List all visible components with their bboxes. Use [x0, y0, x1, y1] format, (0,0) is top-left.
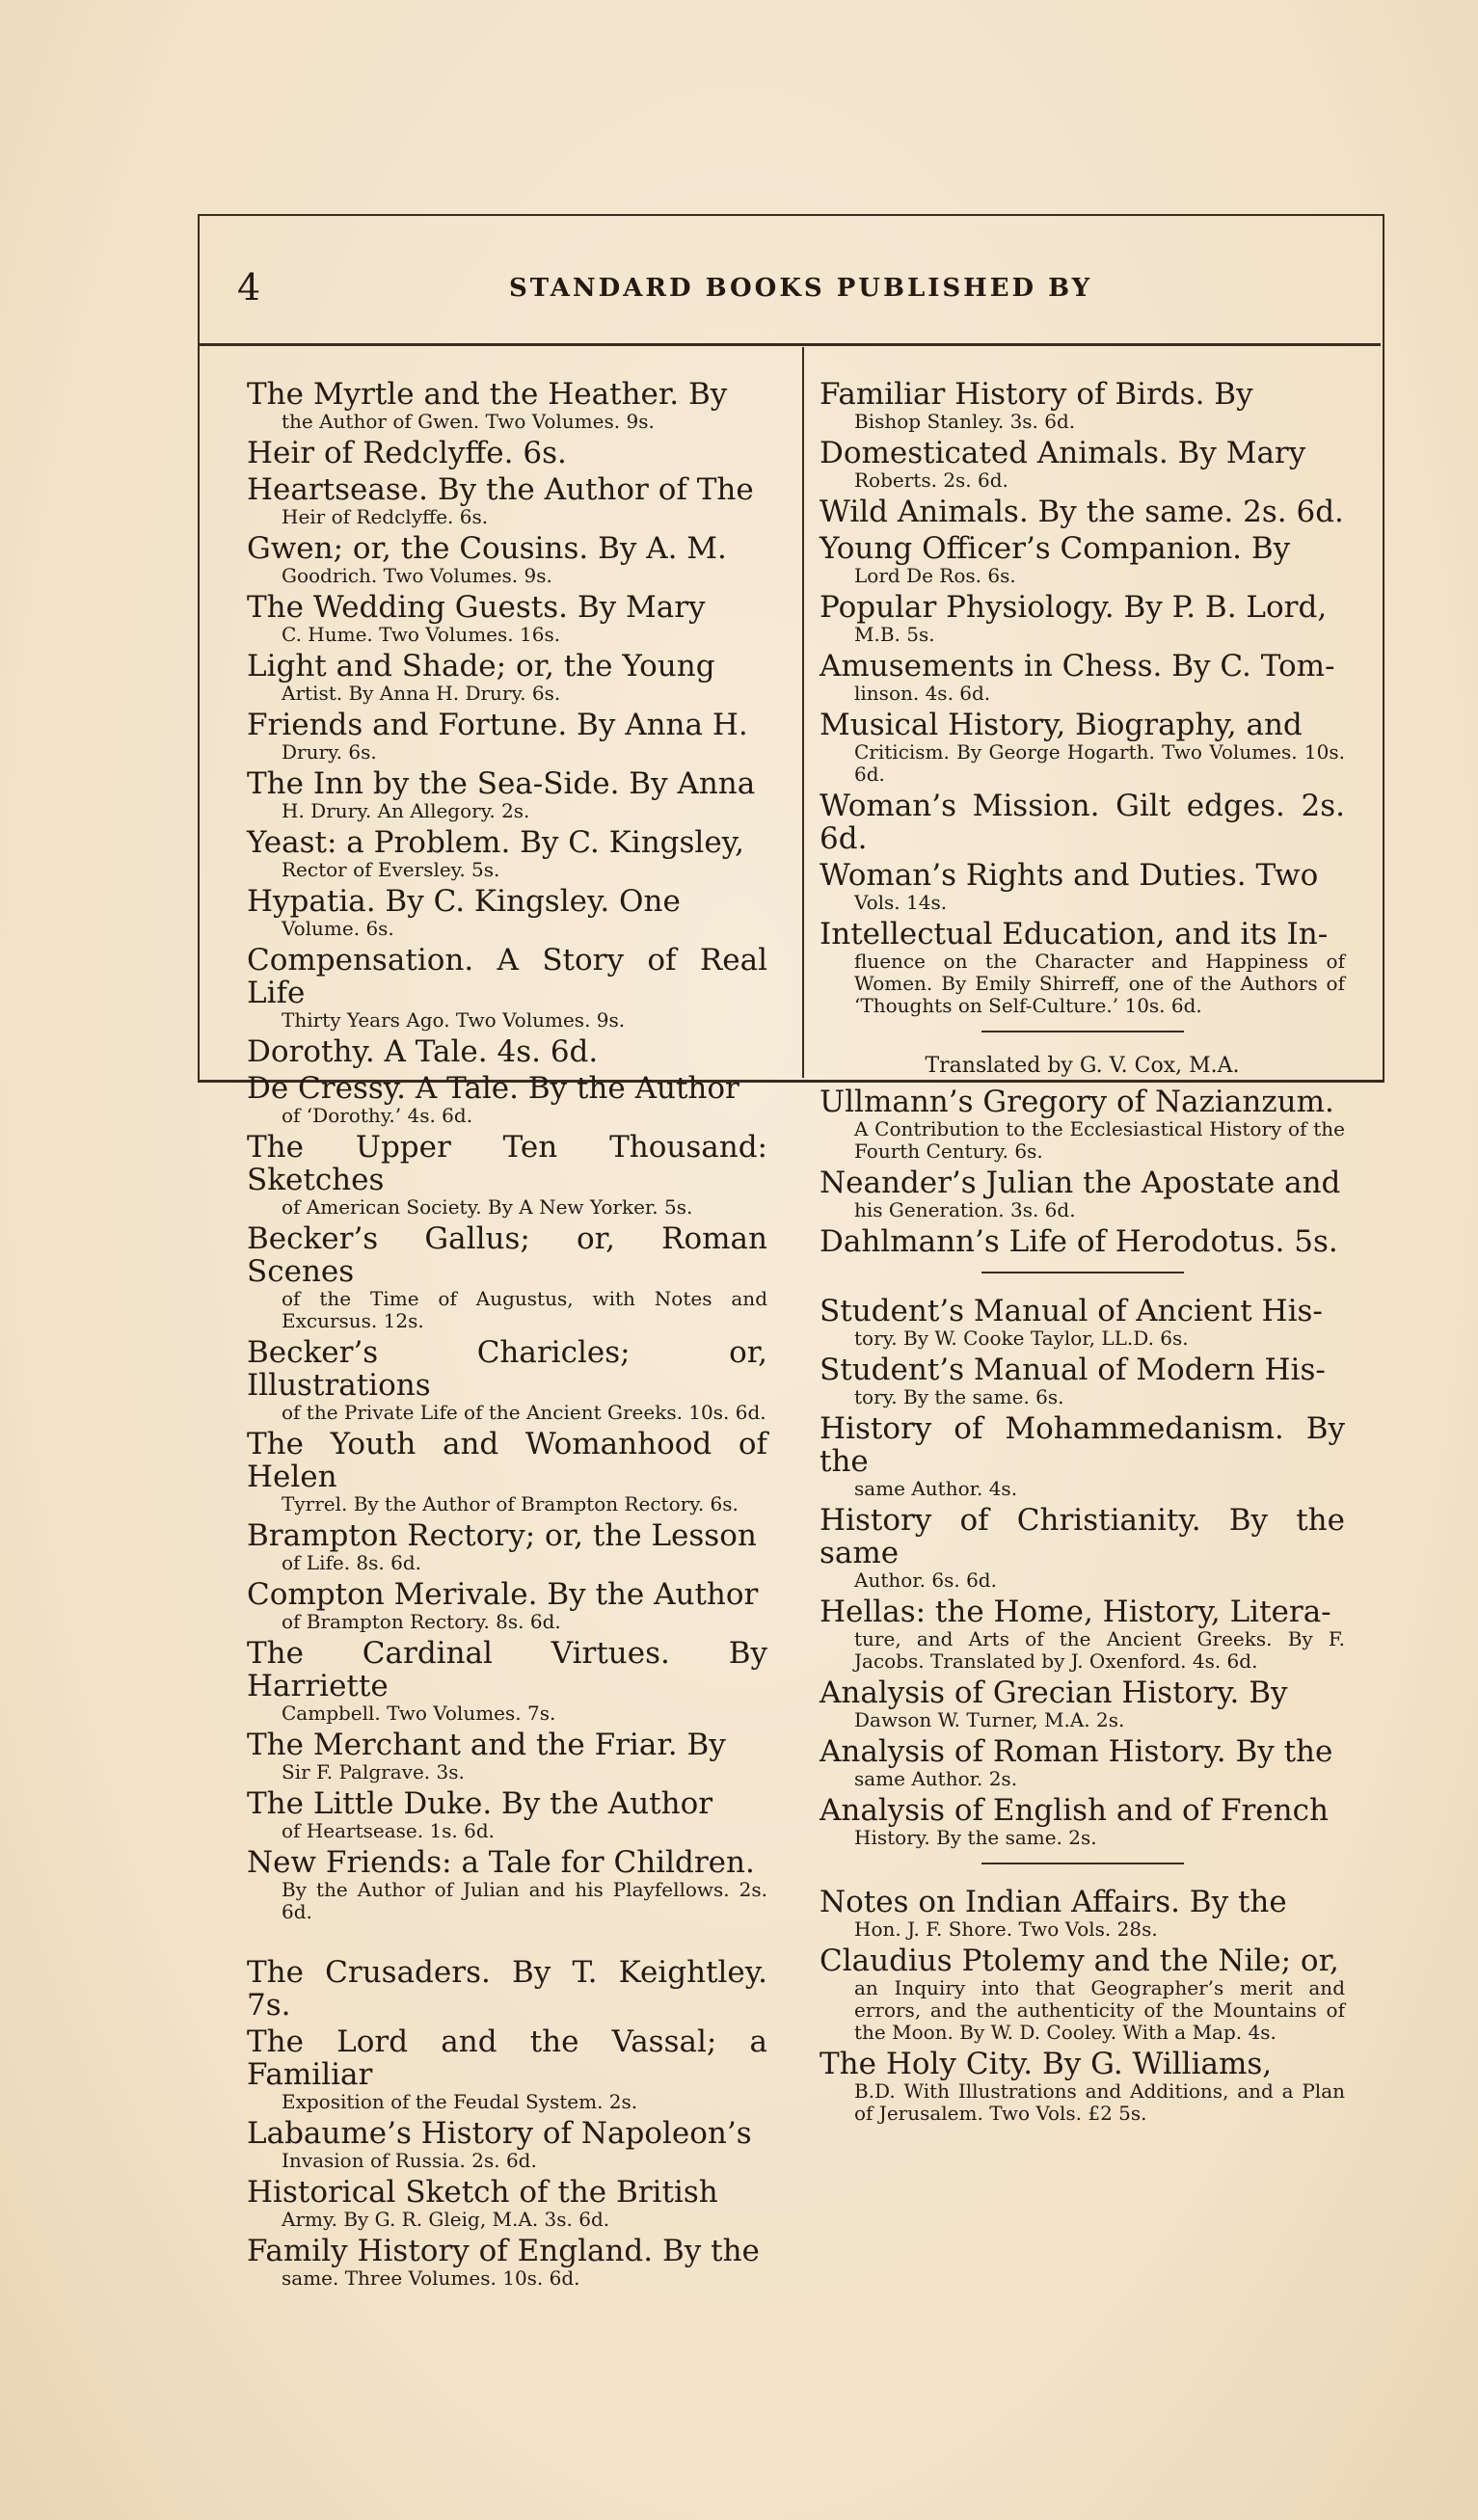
book-entry	[247, 1637, 767, 1725]
book-title: The Crusaders. By T. Keightley. 7s.	[247, 1955, 767, 2023]
book-title: Intellectual Education, and its In-	[820, 917, 1329, 952]
book-detail: Campbell. Two Volumes. 7s.	[282, 1702, 556, 1725]
book-detail: Roberts. 2s. 6d.	[854, 469, 1008, 492]
book-title: Heir of Redclyffe. 6s.	[247, 436, 567, 470]
book-entry	[820, 650, 1345, 705]
left-group-2	[247, 1956, 767, 2290]
right-column	[820, 378, 1345, 2129]
book-detail: Heir of Redclyffe. 6s.	[282, 505, 489, 528]
section-rule	[981, 1272, 1184, 1273]
right-group-2	[820, 1086, 1345, 1258]
book-detail: same. Three Volumes. 10s. 6d.	[282, 2266, 580, 2290]
book-detail: Author. 6s. 6d.	[854, 1568, 997, 1592]
book-entry	[247, 1519, 767, 1574]
book-title: Becker’s Charicles; or, Illustrations	[247, 1335, 767, 1403]
book-title: Dahlmann’s Life of Herodotus. 5s.	[820, 1224, 1338, 1259]
book-entry	[247, 1131, 767, 1219]
book-title: Dorothy. A Tale. 4s. 6d.	[247, 1034, 599, 1069]
book-detail: of Brampton Rectory. 8s. 6d.	[282, 1610, 561, 1633]
book-detail: of ‘Dorothy.’ 4s. 6d.	[282, 1104, 473, 1127]
book-title: The Little Duke. By the Author	[247, 1786, 713, 1821]
book-detail: History. By the same. 2s.	[854, 1826, 1097, 1849]
book-entry	[247, 1787, 767, 1842]
book-detail: Artist. By Anna H. Drury. 6s.	[282, 682, 561, 705]
book-detail: By the Author of Julian and his Playfellows. 2s. 6d.	[282, 1878, 767, 1923]
book-detail: Volume. 6s.	[282, 917, 394, 940]
book-entry	[820, 790, 1345, 855]
book-detail: Army. By G. R. Gleig, M.A. 3s. 6d.	[282, 2208, 610, 2231]
book-entry	[820, 1295, 1345, 1350]
book-detail: Hon. J. F. Shore. Two Vols. 28s.	[854, 1917, 1158, 1941]
book-detail: H. Drury. An Allegory. 2s.	[282, 799, 530, 822]
book-entry	[247, 1222, 767, 1332]
book-title: The Merchant and the Friar. By	[247, 1728, 726, 1762]
book-title: Hypatia. By C. Kingsley. One	[247, 884, 681, 919]
book-title: The Inn by the Sea-Side. By Anna	[247, 766, 756, 801]
book-title: The Lord and the Vassal; a Familiar	[247, 2024, 767, 2092]
book-title: Woman’s Rights and Duties. Two	[820, 858, 1319, 893]
book-detail: of Heartsease. 1s. 6d.	[282, 1819, 496, 1842]
book-detail: of the Private Life of the Ancient Greeks. 10s. 6d.	[282, 1401, 766, 1424]
book-detail: Exposition of the Feudal System. 2s.	[282, 2090, 638, 2113]
book-title: Historical Sketch of the British	[247, 2175, 718, 2210]
book-entry	[247, 2117, 767, 2172]
book-entry	[820, 859, 1345, 914]
book-detail: Lord De Ros. 6s.	[854, 564, 1016, 587]
book-entry	[247, 709, 767, 764]
book-entry	[247, 1428, 767, 1515]
book-entry	[247, 826, 767, 881]
book-entry	[820, 591, 1345, 646]
book-entry	[820, 1412, 1345, 1500]
book-title: New Friends: a Tale for Children.	[247, 1845, 755, 1880]
book-title: Hellas: the Home, History, Litera-	[820, 1595, 1331, 1629]
book-title: Musical History, Biography, and	[820, 708, 1303, 742]
book-title: Friends and Fortune. By Anna H.	[247, 708, 748, 742]
book-detail: A Contribution to the Ecclesiastical History of the Fourth Century. 6s.	[854, 1117, 1345, 1163]
book-detail: Vols. 14s.	[854, 891, 948, 914]
book-title: Light and Shade; or, the Young	[247, 649, 715, 684]
book-detail: ture, and Arts of the Ancient Greeks. By F. Jacobs. Translated by J. Oxenford. 4s. 6d.	[854, 1627, 1345, 1673]
book-entry	[820, 378, 1345, 433]
section-rule	[981, 1863, 1184, 1864]
book-detail: fluence on the Character and Happiness of Women. By Emily Shirreff, one of the Authors of ‘Thoughts on Self-Culture.’ 10s. 6d.	[854, 950, 1345, 1017]
book-title: The Holy City. By G. Williams,	[820, 2047, 1273, 2081]
book-detail: Dawson W. Turner, M.A. 2s.	[854, 1708, 1125, 1731]
header-rule	[198, 343, 1381, 346]
left-column	[247, 378, 767, 2293]
book-entry	[820, 1676, 1345, 1731]
book-title: Student’s Manual of Ancient His-	[820, 1294, 1323, 1328]
book-entry	[820, 1354, 1345, 1408]
book-title: Analysis of English and of French	[820, 1793, 1329, 1828]
book-detail: Criticism. By George Hogarth. Two Volumes. 10s. 6d.	[854, 740, 1345, 786]
running-head: STANDARD BOOKS PUBLISHED BY	[509, 274, 1093, 303]
book-entry	[247, 1578, 767, 1633]
book-title: Young Officer’s Companion. By	[820, 531, 1291, 566]
book-entry	[247, 650, 767, 705]
book-entry	[247, 1729, 767, 1783]
book-entry	[247, 532, 767, 587]
book-entry	[820, 709, 1345, 786]
book-title: Labaume’s History of Napoleon’s	[247, 2116, 752, 2151]
book-entry	[247, 473, 767, 528]
book-entry	[820, 1225, 1345, 1258]
book-title: Analysis of Grecian History. By	[820, 1676, 1288, 1710]
book-detail: tory. By W. Cooke Taylor, LL.D. 6s.	[854, 1327, 1189, 1350]
book-entry	[247, 767, 767, 822]
book-detail: M.B. 5s.	[854, 623, 935, 646]
book-title: Popular Physiology. By P. B. Lord,	[820, 590, 1328, 625]
page-number: 4	[237, 266, 261, 308]
book-title: Familiar History of Birds. By	[820, 377, 1253, 412]
book-detail: tory. By the same. 6s.	[854, 1385, 1064, 1408]
book-detail: linson. 4s. 6d.	[854, 682, 991, 705]
right-group-3	[820, 1295, 1345, 1849]
book-detail: B.D. With Illustrations and Additions, and a Plan of Jerusalem. Two Vols. £2 5s.	[854, 2079, 1345, 2125]
book-entry	[247, 944, 767, 1032]
book-entry	[247, 2235, 767, 2290]
book-entry	[820, 2048, 1345, 2125]
book-title: Amusements in Chess. By C. Tom-	[820, 649, 1335, 684]
book-entry	[820, 1735, 1345, 1790]
book-entry	[247, 591, 767, 646]
book-title: Compton Merivale. By the Author	[247, 1577, 759, 1612]
book-entry	[820, 1166, 1345, 1221]
section-break	[247, 1927, 767, 1956]
left-group-1	[247, 378, 767, 1923]
section-rule	[981, 1031, 1184, 1032]
translator-note: Translated by G. V. Cox, M.A.	[925, 1054, 1240, 1078]
book-entry	[820, 496, 1345, 528]
book-title: The Cardinal Virtues. By Harriette	[247, 1636, 767, 1703]
book-detail: Drury. 6s.	[282, 740, 377, 764]
book-entry	[247, 1035, 767, 1068]
book-title: De Cressy. A Tale. By the Author	[247, 1071, 739, 1106]
book-detail: his Generation. 3s. 6d.	[854, 1198, 1076, 1221]
book-entry	[820, 918, 1345, 1017]
book-entry	[247, 885, 767, 940]
book-title: Neander’s Julian the Apostate and	[820, 1166, 1341, 1200]
book-entry	[247, 378, 767, 433]
book-title: Notes on Indian Affairs. By the	[820, 1885, 1287, 1919]
column-divider	[802, 347, 804, 1078]
book-detail: Tyrrel. By the Author of Brampton Rectory. 6s.	[282, 1492, 739, 1515]
right-group-4	[820, 1886, 1345, 2125]
book-detail: of the Time of Augustus, with Notes and Excursus. 12s.	[282, 1287, 767, 1332]
book-title: Heartsease. By the Author of The	[247, 472, 754, 507]
book-detail: same Author. 4s.	[854, 1477, 1018, 1500]
book-title: Ullmann’s Gregory of Nazianzum.	[820, 1085, 1334, 1119]
book-entry	[247, 2025, 767, 2113]
book-detail: same Author. 2s.	[854, 1767, 1018, 1790]
book-detail: Sir F. Palgrave. 3s.	[282, 1760, 465, 1783]
book-detail: Thirty Years Ago. Two Volumes. 9s.	[282, 1008, 626, 1032]
book-title: History of Christianity. By the same	[820, 1503, 1345, 1570]
book-detail: Rector of Eversley. 5s.	[282, 858, 500, 881]
book-detail: the Author of Gwen. Two Volumes. 9s.	[282, 410, 655, 433]
book-entry	[820, 1886, 1345, 1941]
book-detail: an Inquiry into that Geographer’s merit and errors, and the authenticity of the Mountains of the Moon. By W. D. Cooley. With a Map. 4s.	[854, 1976, 1345, 2044]
book-detail: Bishop Stanley. 3s. 6d.	[854, 410, 1076, 433]
book-title: Compensation. A Story of Real Life	[247, 943, 767, 1010]
book-entry	[247, 1846, 767, 1923]
book-detail: C. Hume. Two Volumes. 16s.	[282, 623, 561, 646]
book-entry	[820, 437, 1345, 492]
book-entry	[247, 437, 767, 469]
book-title: The Upper Ten Thousand: Sketches	[247, 1130, 767, 1197]
book-title: Student’s Manual of Modern His-	[820, 1353, 1326, 1387]
book-entry	[820, 1794, 1345, 1849]
book-entry	[247, 1072, 767, 1127]
book-title: Becker’s Gallus; or, Roman Scenes	[247, 1221, 767, 1289]
book-title: Wild Animals. By the same. 2s. 6d.	[820, 495, 1344, 529]
book-title: Family History of England. By the	[247, 2234, 760, 2268]
book-detail: Invasion of Russia. 2s. 6d.	[282, 2149, 537, 2172]
book-title: Brampton Rectory; or, the Lesson	[247, 1518, 757, 1553]
book-title: Gwen; or, the Cousins. By A. M.	[247, 531, 727, 566]
book-entry	[820, 1595, 1345, 1673]
book-title: Woman’s Mission. Gilt edges. 2s. 6d.	[820, 789, 1345, 856]
book-title: History of Mohammedanism. By the	[820, 1411, 1345, 1479]
book-entry	[247, 1956, 767, 2022]
book-title: The Youth and Womanhood of Helen	[247, 1427, 767, 1494]
book-entry	[247, 2176, 767, 2231]
book-entry	[247, 1336, 767, 1424]
book-entry	[820, 532, 1345, 587]
book-title: Claudius Ptolemy and the Nile; or,	[820, 1944, 1339, 1978]
book-title: The Wedding Guests. By Mary	[247, 590, 706, 625]
book-title: Domesticated Animals. By Mary	[820, 436, 1306, 470]
book-entry	[820, 1086, 1345, 1163]
book-title: Yeast: a Problem. By C. Kingsley,	[247, 825, 744, 860]
right-group-1	[820, 378, 1345, 1017]
book-detail: of Life. 8s. 6d.	[282, 1551, 422, 1574]
book-detail: Goodrich. Two Volumes. 9s.	[282, 564, 552, 587]
book-entry	[820, 1944, 1345, 2044]
book-title: Analysis of Roman History. By the	[820, 1734, 1333, 1769]
frame-top-rule	[198, 214, 1383, 216]
book-title: The Myrtle and the Heather. By	[247, 377, 728, 412]
book-entry	[820, 1504, 1345, 1592]
book-detail: of American Society. By A New Yorker. 5s.	[282, 1195, 693, 1219]
